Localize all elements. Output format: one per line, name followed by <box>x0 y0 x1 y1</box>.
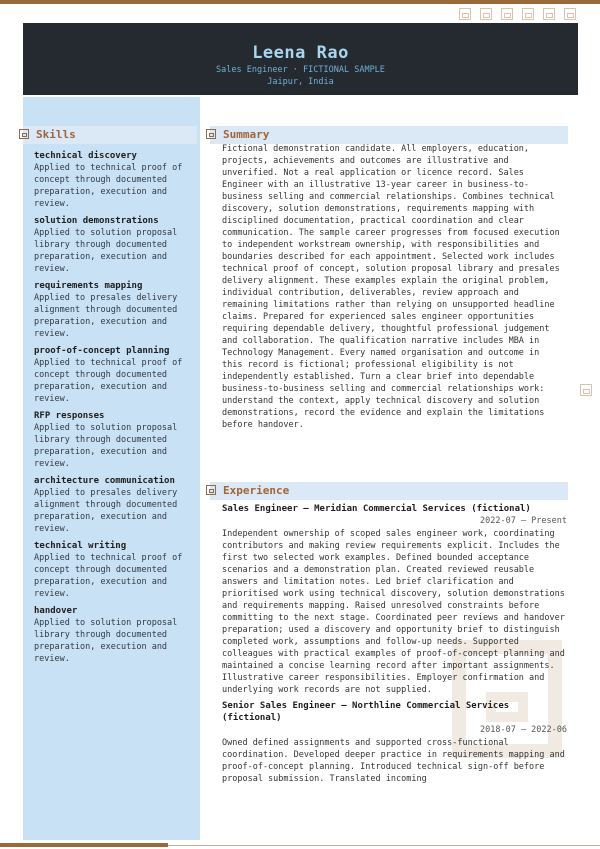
skill-description: Applied to presales delivery alignment through documented preparation, execution and review. <box>34 488 178 534</box>
skill-description: Applied to technical proof of concept through documented preparation, execution and review. <box>34 553 183 599</box>
skill-name: architecture communication <box>34 476 175 486</box>
skill-item <box>34 475 194 535</box>
candidate-name: Leena Rao <box>252 43 349 63</box>
skill-item <box>34 540 194 600</box>
skill-description: Applied to technical proof of concept through documented preparation, execution and review. <box>34 163 183 209</box>
skill-name: solution demonstrations <box>34 216 159 226</box>
summary-heading: Summary <box>223 128 270 141</box>
experience-section-header <box>210 482 568 500</box>
experience-heading: Experience <box>223 484 290 497</box>
candidate-subtitle: Sales Engineer · FICTIONAL SAMPLE <box>216 65 385 75</box>
building-icon <box>564 8 576 20</box>
job-dates: 2018-07 – 2022-06 <box>480 725 567 735</box>
skill-name: requirements mapping <box>34 281 143 291</box>
building-icon <box>459 8 471 20</box>
building-icon <box>501 8 513 20</box>
skills-heading: Skills <box>36 128 76 141</box>
building-icon <box>543 8 555 20</box>
skill-name: proof-of-concept planning <box>34 346 170 356</box>
skill-description: Applied to solution proposal library through documented preparation, execution and review. <box>34 618 178 664</box>
skill-description: Applied to solution proposal library through documented preparation, execution and review. <box>34 423 178 469</box>
skill-item <box>34 150 194 210</box>
skill-item <box>34 410 194 470</box>
section-building-icon <box>19 129 29 139</box>
job-description: Owned defined assignments and supported cross-functional coordination. Developed deeper practice in requirements mapping and proof-of-concept planning. Introduced technical sign-off before proposal submission. Translated incoming <box>222 738 565 784</box>
section-building-icon <box>206 485 216 495</box>
bottom-accent-rule <box>0 843 168 847</box>
building-icon <box>580 384 592 396</box>
skill-description: Applied to solution proposal library through documented preparation, execution and review. <box>34 228 178 274</box>
top-accent-rule <box>0 0 600 4</box>
skill-name: RFP responses <box>34 411 105 421</box>
skill-description: Applied to technical proof of concept through documented preparation, execution and review. <box>34 358 183 404</box>
summary-section-header <box>210 126 568 144</box>
skill-item <box>34 215 194 275</box>
skill-name: handover <box>34 606 78 616</box>
building-icon <box>522 8 534 20</box>
experience-item <box>222 700 567 785</box>
job-title: Sales Engineer — Meridian Commercial Services (fictional) <box>222 504 531 514</box>
skill-item <box>34 280 194 340</box>
job-title: Senior Sales Engineer — Northline Commercial Services (fictional) <box>222 701 510 723</box>
skills-list <box>34 150 194 670</box>
skills-section-header <box>23 126 197 144</box>
candidate-location: Jaipur, India <box>267 77 334 87</box>
section-building-icon <box>206 129 216 139</box>
summary-text: Fictional demonstration candidate. All employers, education, projects, achievements and outcomes are illustrative and unverified. Not a real application or licence record. Sales Engineer with an illustrative 13-year career in business-to-business selling and commercial relationships. Combines technical discovery, solution demonstrations, requirements mapping with disciplined documentation, practical coordination and clear communication. The sample career progresses from focused execution to independent workstream ownership, with responsibilities and boundaries described for each appointment. Selected work includes technical proof of concept, solution proposal library and presales delivery alignment. These examples explain the original problem, individual contribution, deliverables, review approach and remaining limitations rather than relying on unsupported headline claims. Prepared for experienced sales engineer opportunities requiring dependable delivery, thoughtful professional judgement and collaboration. The qualification narrative includes MBA in Technology Management. Every named organisation and outcome in this record is fictional; professional eligibility is not independently established. Turn a clear brief into dependable business-to-business selling and commercial relationships work: understand the context, apply technical discovery and solution demonstrations, record the evidence and explain the limitations before handover. <box>222 144 560 430</box>
resume-header <box>23 23 578 95</box>
bottom-divider <box>168 845 600 846</box>
job-description: Independent ownership of scoped sales engineer work, coordinating contributors and making review requirements explicit. Includes the first two selected work examples. Defined bounded acceptance scenarios and a demonstration plan. Created reviewed reusable answers and limitation notes. Led brief clarification and prioritised work using technical discovery, solution demonstrations and requirements mapping. Raised unresolved constraints before committing to the next stage. Coordinated peer reviews and handover preparation; used a discovery and opportunity brief to distinguish completed work, assumptions and follow-up needs. Supported colleagues with practical examples of proof-of-concept planning and maintained a concise learning record after important assignments. Illustrative career responsibilities. Employer confirmation and underlying work records are not supplied. <box>222 529 565 695</box>
building-icon <box>480 8 492 20</box>
experience-item <box>222 503 567 696</box>
experience-list <box>222 503 567 789</box>
decorative-icon-row <box>459 8 576 20</box>
skill-item <box>34 345 194 405</box>
job-dates: 2022-07 – Present <box>480 516 567 526</box>
skill-item <box>34 605 194 665</box>
skill-name: technical discovery <box>34 151 137 161</box>
skill-name: technical writing <box>34 541 127 551</box>
skill-description: Applied to presales delivery alignment through documented preparation, execution and review. <box>34 293 178 339</box>
